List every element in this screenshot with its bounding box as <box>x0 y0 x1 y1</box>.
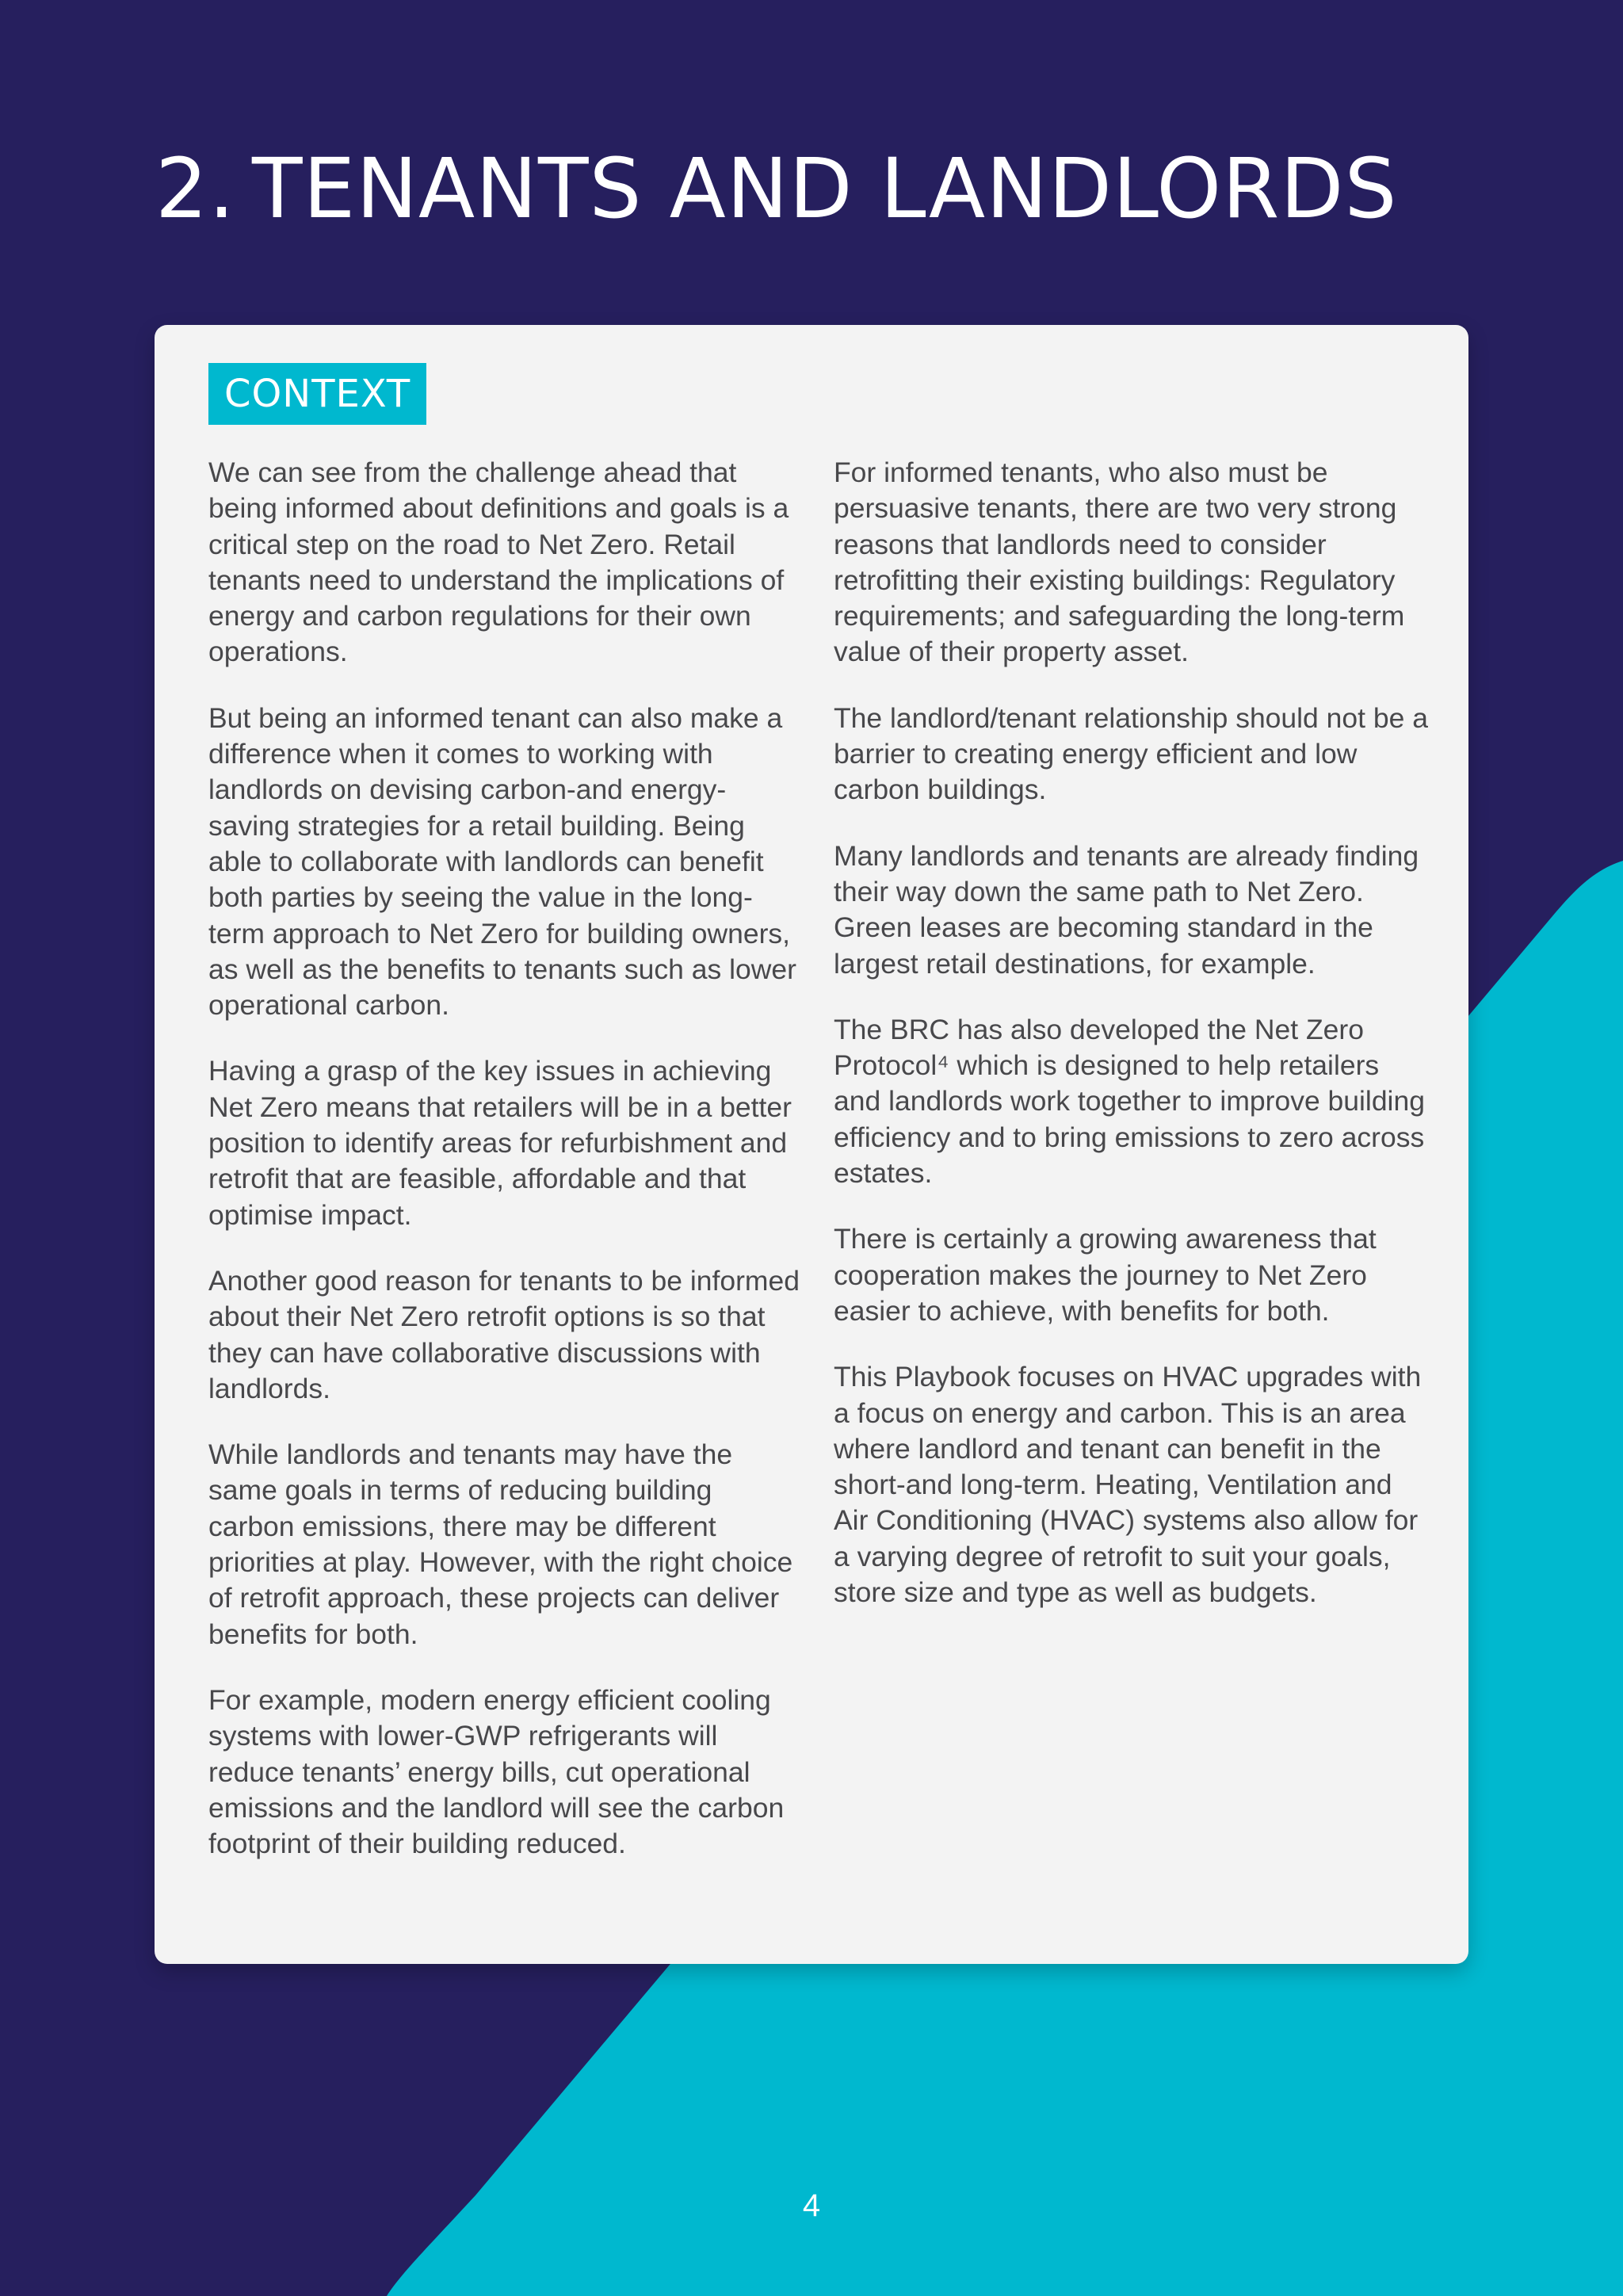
content-card <box>155 325 1468 1964</box>
paragraph: Having a grasp of the key issues in achieving Net Zero means that retailers will be in a better position to identify areas for refurbishment and retrofit that are feasible, affordable and that optimise impact. <box>208 1055 792 1231</box>
section-number: 2. <box>155 140 236 237</box>
page-title <box>155 141 1397 236</box>
paragraph: But being an informed tenant can also make a difference when it comes to working with landlords on devising carbon-and energy-saving strategies for a retail building. Being able to collaborate with landlords can benefit both parties by seeing the value in the long-term approach to Net Zero for building owners, as well as the benefits to tenants such as lower operational carbon. <box>208 701 796 1022</box>
paragraph: This Playbook focuses on HVAC upgrades with a focus on energy and carbon. This is an area where landlord and tenant can benefit in the short-and long-term. Heating, Ventilation and Air Conditioning (HVAC) systems also allow for a varying degree of retrofit to suit your goals, store size and type as well as budgets. <box>834 1361 1422 1609</box>
left-column <box>208 455 803 1892</box>
right-column <box>834 455 1428 1641</box>
paragraph: Another good reason for tenants to be informed about their Net Zero retrofit options is so that they can have collaborative discussions with landlords. <box>208 1264 800 1404</box>
paragraph: We can see from the challenge ahead that being informed about definitions and goals is a critical step on the road to Net Zero. Retail tenants need to understand the implications of energy and carbon regulations for their own operations. <box>208 457 789 668</box>
paragraph: The landlord/tenant relationship should not be a barrier to creating energy efficient and low carbon buildings. <box>834 701 1428 806</box>
paragraph: For informed tenants, who also must be persuasive tenants, there are two very strong reasons that landlords need to consider retrofitting their existing buildings: Regulatory requirements; and safeguarding the long-term value of their property asset. <box>834 457 1405 668</box>
section-title: TENANTS AND LANDLORDS <box>252 140 1398 237</box>
paragraph: For example, modern energy efficient cooling systems with lower-GWP refrigerants will reduce tenants’ energy bills, cut operational emissions and the landlord will see the carbon footprint of their building reduced. <box>208 1683 785 1860</box>
page-number: 4 <box>802 2188 821 2223</box>
paragraph: While landlords and tenants may have the same goals in terms of reducing building carbon emissions, there may be different priorities at play. However, with the right choice of retrofit approach, these projects can deliver benefits for both. <box>208 1438 793 1650</box>
paragraph: Many landlords and tenants are already finding their way down the same path to Net Zero. Green leases are becoming standard in the largest retail destinations, for example. <box>834 839 1419 980</box>
paragraph: The BRC has also developed the Net Zero Protocol⁴ which is designed to help retailers and landlords work together to improve building efficiency and to bring emissions to zero across estates. <box>834 1013 1425 1190</box>
paragraph: There is certainly a growing awareness that cooperation makes the journey to Net Zero easier to achieve, with benefits for both. <box>834 1223 1377 1327</box>
context-label: CONTEXT <box>208 363 426 425</box>
